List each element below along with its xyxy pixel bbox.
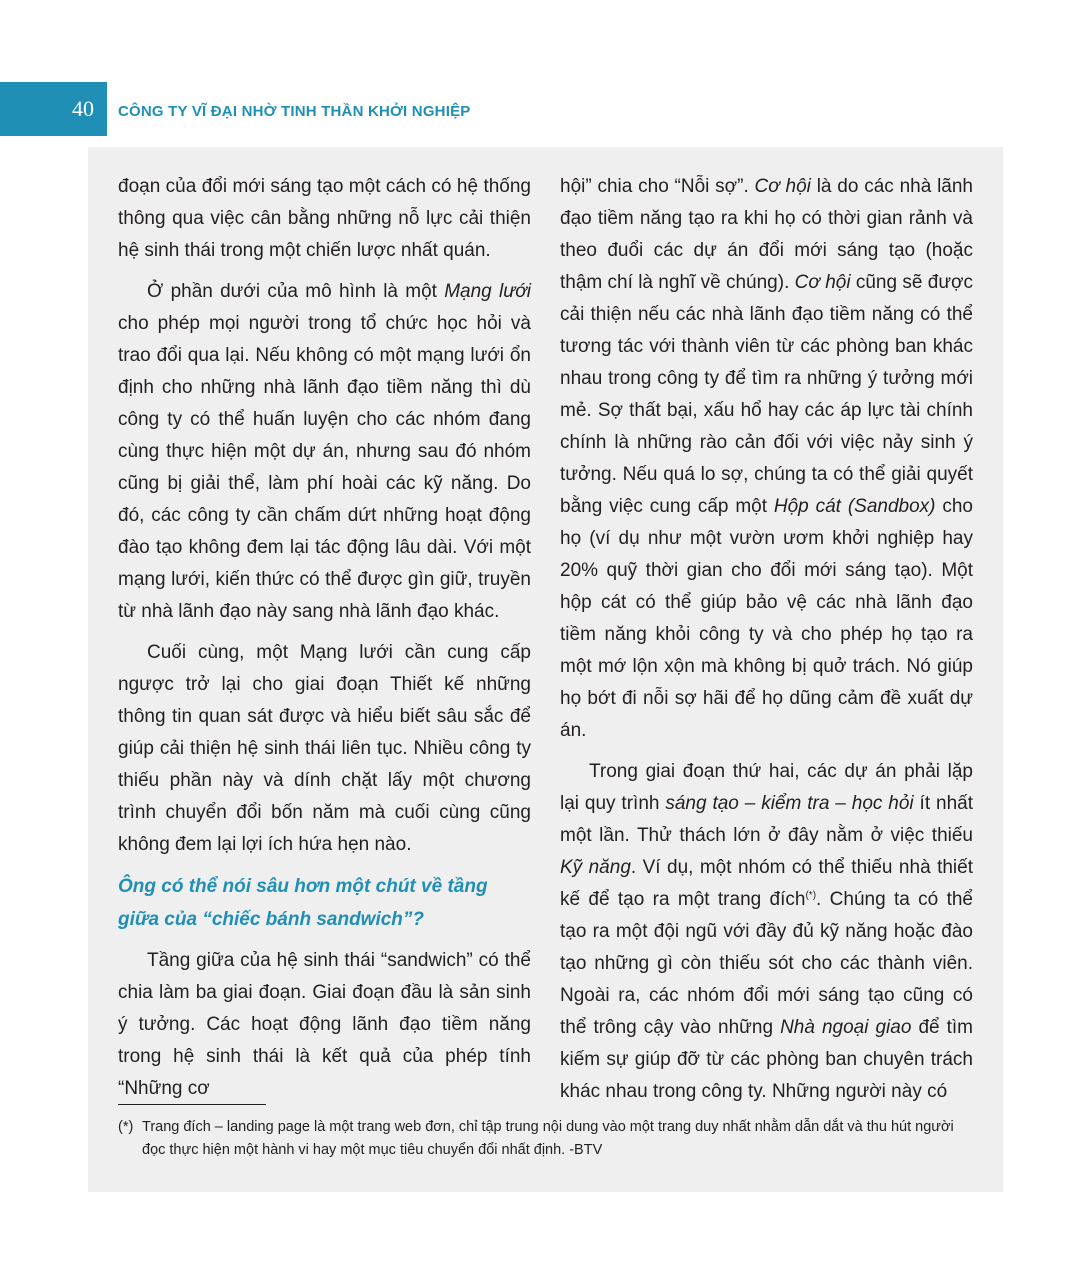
text-run: hội” chia cho “Nỗi sợ”. — [560, 176, 755, 197]
text-run: Trong giai đoạn thứ hai, các dự án phải lặp lại quy trình — [560, 761, 973, 814]
text-run: . Chúng ta có thể tạo ra một đội ngũ với đầy đủ kỹ năng hoặc đào tạo những gì còn thiếu sót cho các thành viên. Ngoài ra, các nhóm đổi mới sáng tạo cũng có thể trông cậy vào những — [560, 889, 973, 1038]
paragraph — [560, 171, 973, 747]
italic-term: Cơ hội — [754, 176, 811, 197]
italic-term: Hộp cát (Sandbox) — [773, 496, 936, 517]
text-run: cho phép mọi người trong tổ chức học hỏi và trao đổi qua lại. Nếu không có một mạng lưới ổn định cho những nhà lãnh đạo tiềm năng thì dù công ty có thể huấn luyện cho các nhóm đang cùng thực hiện một dự án, nhưng sau đó nhóm cũng bị giải thể, làm phí hoài các kỹ năng. Do đó, các công ty cần chấm dứt những hoạt động đào tạo không đem lại tác động lâu dài. Với một mạng lưới, kiến thức có thể được gìn giữ, truyền từ nhà lãnh đạo này sang nhà lãnh đạo khác. — [118, 313, 531, 622]
paragraph: đoạn của đổi mới sáng tạo một cách có hệ thống thông qua việc cân bằng những nỗ lực cải thiện hệ sinh thái trong một chiến lược nhất quán. — [118, 176, 531, 261]
interview-question: Ông có thể nói sâu hơn một chút về tầng giữa của “chiếc bánh sandwich”? — [118, 876, 488, 930]
right-column — [560, 171, 973, 1117]
left-column — [118, 171, 531, 1114]
footnote-text: Trang đích – landing page là một trang web đơn, chỉ tập trung nội dung vào một trang duy nhất nhằm dẫn dắt và thu hút người đọc thực hiện một hành vi hay một mục tiêu chuyển đổi nhất định. -BTV — [142, 1119, 954, 1158]
italic-term: Nhà ngoại giao — [780, 1017, 912, 1038]
text-run: ít nhất một lần. Thử thách lớn ở đây nằm ở việc thiếu — [560, 793, 973, 846]
footnote — [118, 1116, 978, 1162]
page-number: 40 — [0, 82, 107, 136]
italic-term: Cơ hội — [794, 272, 851, 293]
text-run: để tìm kiếm sự giúp đỡ từ các phòng ban chuyên trách khác nhau trong công ty. Những người này có — [560, 1017, 974, 1102]
italic-term: sáng tạo – kiểm tra – học hỏi — [665, 793, 914, 814]
text-run: Ở phần dưới của mô hình là một — [147, 281, 445, 302]
paragraph: Tầng giữa của hệ sinh thái “sandwich” có thể chia làm ba giai đoạn. Giai đoạn đầu là sản sinh ý tưởng. Các hoạt động lãnh đạo tiềm năng trong hệ sinh thái là kết quả của phép tính “Những cơ — [118, 950, 531, 1099]
paragraph — [118, 276, 531, 628]
paragraph: Cuối cùng, một Mạng lưới cần cung cấp ngược trở lại cho giai đoạn Thiết kế những thông tin quan sát được và hiểu biết sâu sắc để giúp cải thiện hệ sinh thái liên tục. Nhiều công ty thiếu phần này và dính chặt lấy một chương trình chuyển đổi bốn năm mà cuối cùng cũng không đem lại lợi ích hứa hẹn nào. — [118, 642, 531, 855]
text-run: . Ví dụ, một nhóm có thể thiếu nhà thiết kế để tạo ra một trang đích — [560, 857, 973, 910]
text-run: là do các nhà lãnh đạo tiềm năng tạo ra khi họ có thời gian rảnh và theo đuổi các dự án đổi mới sáng tạo (hoặc thậm chí là nghĩ về chúng). — [560, 176, 973, 293]
footnote-divider — [118, 1104, 266, 1105]
text-run: cũng sẽ được cải thiện nếu các nhà lãnh đạo tiềm năng có thể tương tác với thành viên từ các phòng ban khác nhau trong công ty để tìm ra những ý tưởng mới mẻ. Sợ thất bại, xấu hổ hay các áp lực tài chính chính là những rào cản đối với việc nảy sinh ý tưởng. Nếu quá lo sợ, chúng ta có thể giải quyết bằng việc cung cấp một — [560, 272, 973, 517]
paragraph — [560, 756, 973, 1108]
footnote-marker: (*) — [118, 1119, 134, 1135]
italic-term: Mạng lưới — [444, 281, 531, 302]
running-header-title: CÔNG TY VĨ ĐẠI NHỜ TINH THẦN KHỞI NGHIỆP — [118, 103, 471, 120]
italic-term: Kỹ năng — [560, 857, 631, 878]
footnote-reference[interactable]: (*) — [805, 890, 817, 901]
text-run: cho họ (ví dụ như một vườn ươm khởi nghiệp hay 20% quỹ thời gian cho đổi mới sáng tạo). Một hộp cát có thể giúp bảo vệ các nhà lãnh đạo tiềm năng khỏi công ty và cho phép họ tạo ra một mớ lộn xộn mà không bị quở trách. Nó giúp họ bớt đi nỗi sợ hãi để họ dũng cảm đề xuất dự án. — [560, 496, 973, 741]
